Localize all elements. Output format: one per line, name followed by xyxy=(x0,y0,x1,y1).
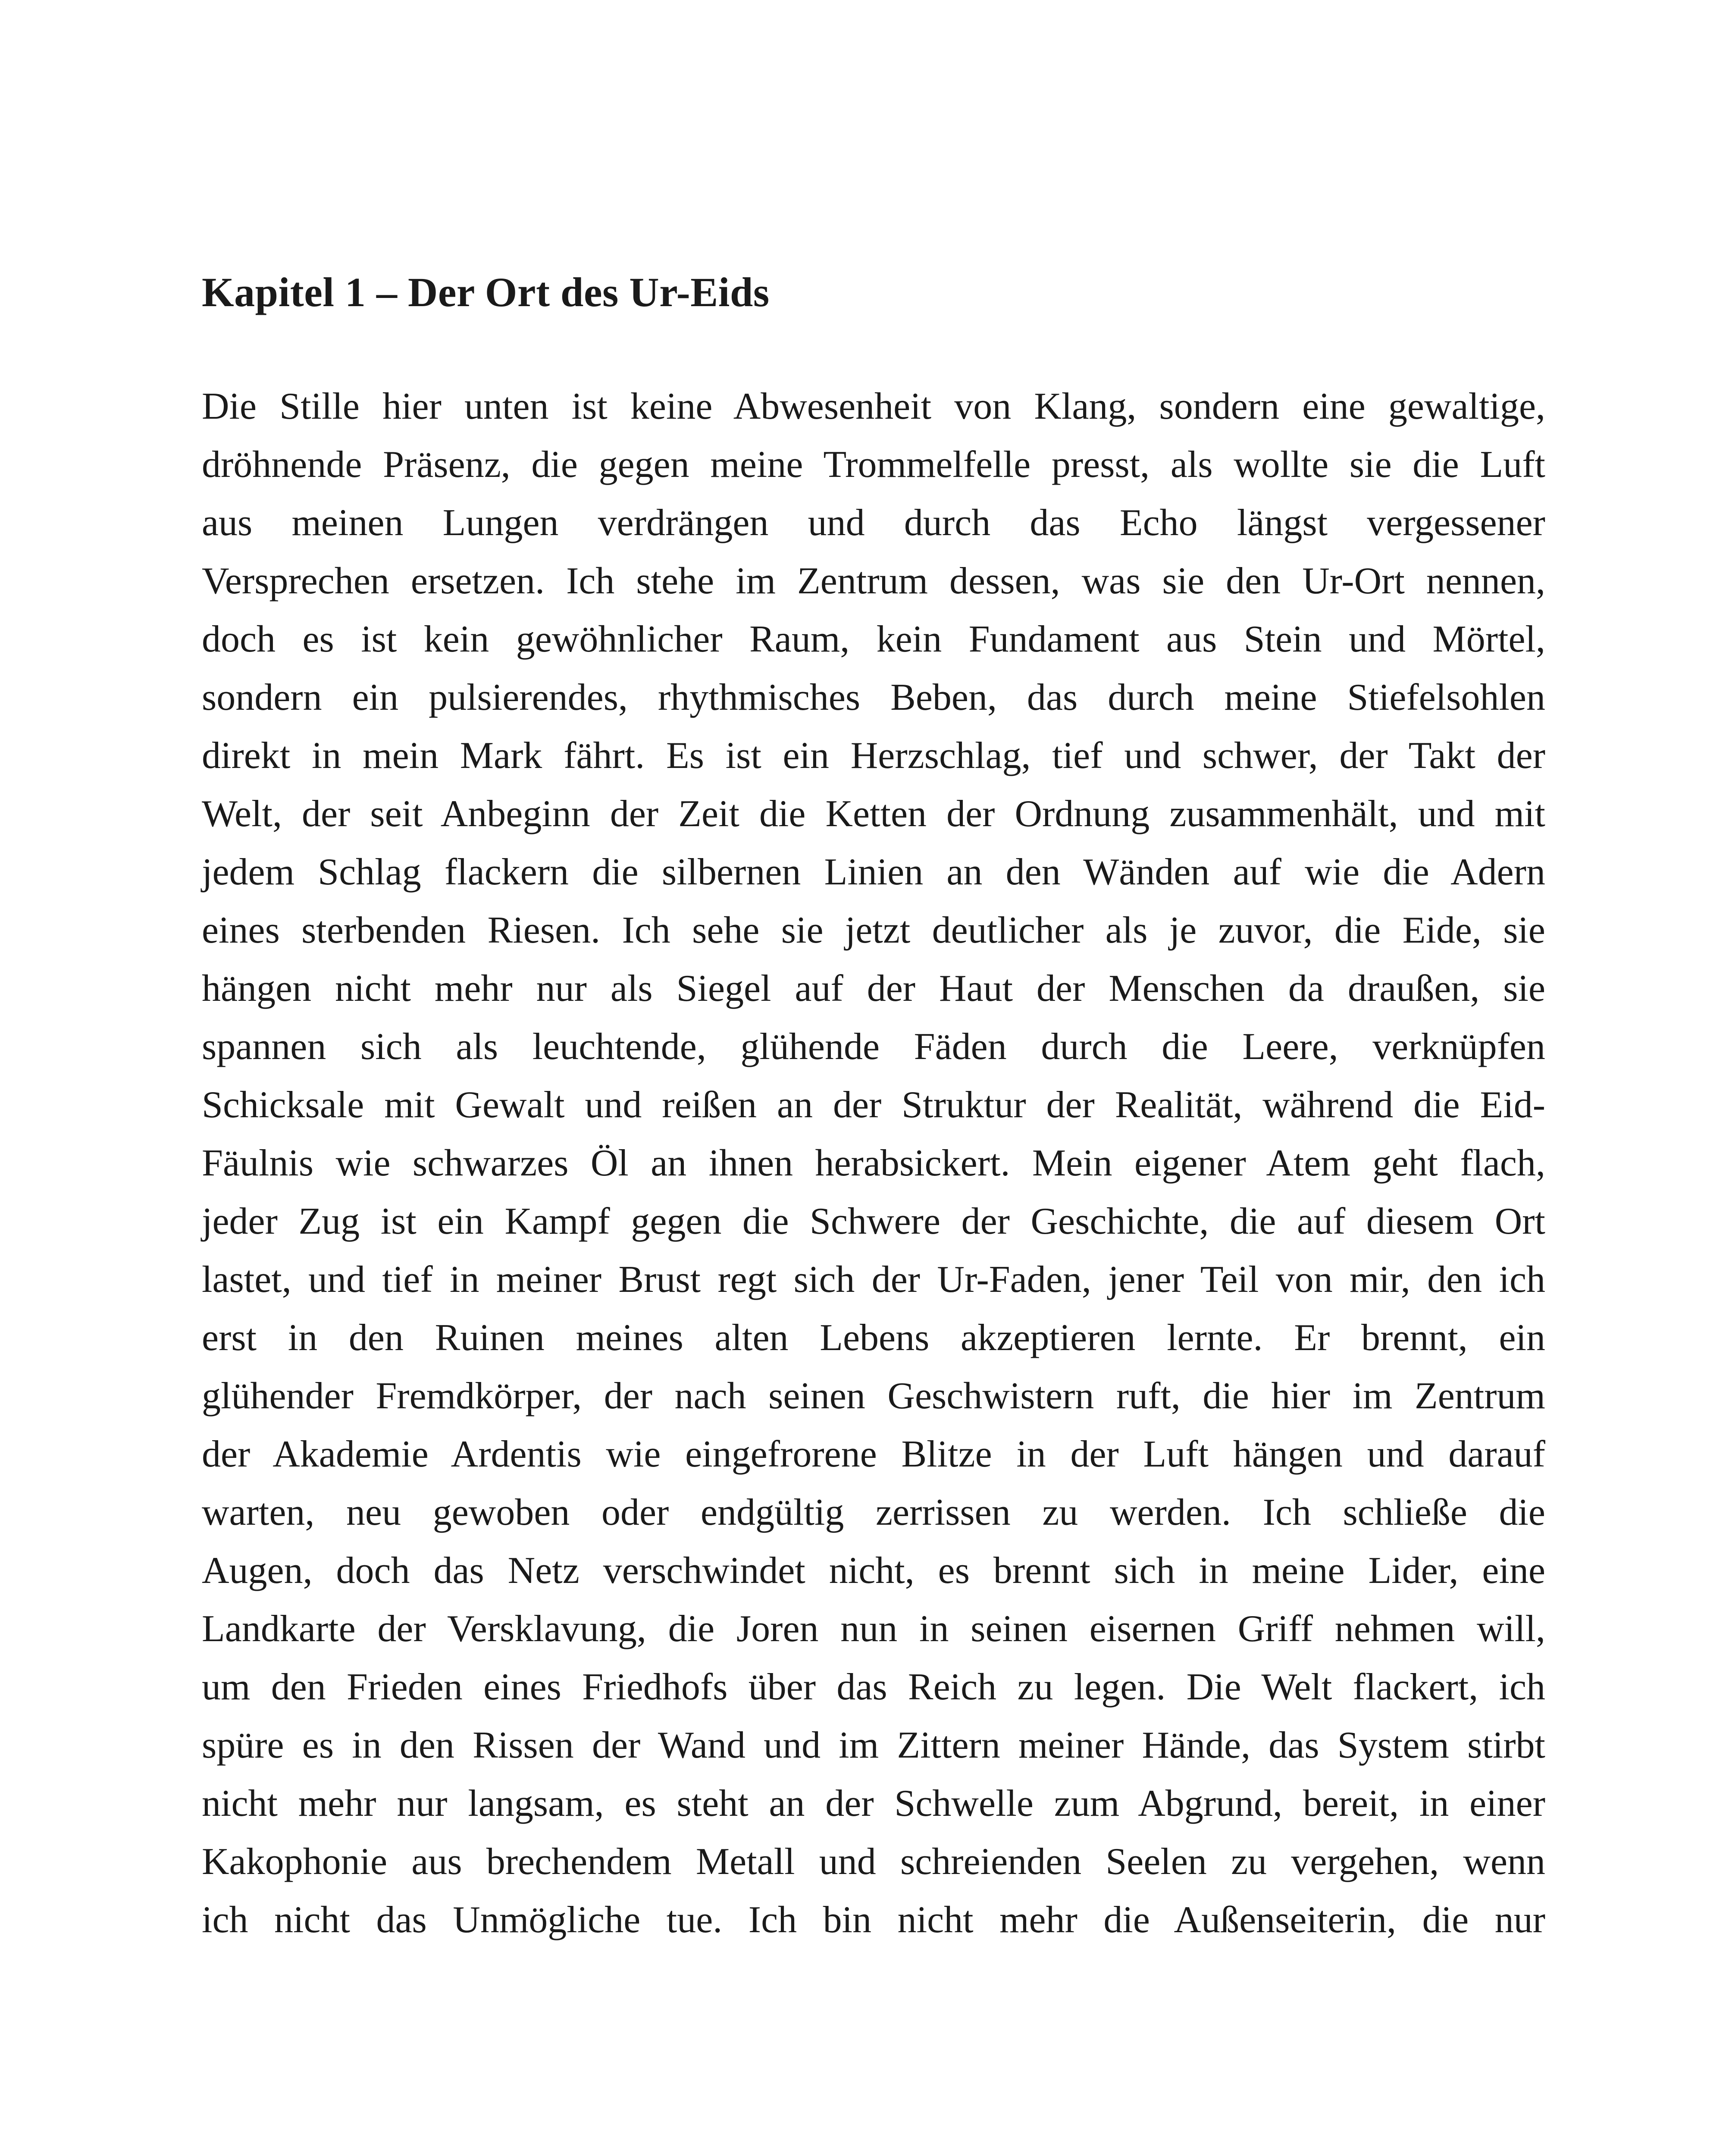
text-line: jedem Schlag flackern die silbernen Linien an den Wänden auf wie die Adern xyxy=(202,851,1545,893)
text-line: glühender Fremdkörper, der nach seinen Geschwistern ruft, die hier im Zentrum xyxy=(202,1375,1545,1417)
text-line: hängen nicht mehr nur als Siegel auf der Haut der Menschen da draußen, sie xyxy=(202,968,1545,1010)
text-line: ich nicht das Unmögliche tue. Ich bin nicht mehr die Außenseiterin, die nur xyxy=(202,1899,1545,1941)
text-line: direkt in mein Mark fährt. Es ist ein Herzschlag, tief und schwer, der Takt der xyxy=(202,735,1545,777)
text-line: dröhnende Präsenz, die gegen meine Trommelfelle presst, als wollte sie die Luft xyxy=(202,444,1545,486)
text-line: doch es ist kein gewöhnlicher Raum, kein Fundament aus Stein und Mörtel, xyxy=(202,618,1545,661)
text-line: Kakophonie aus brechendem Metall und schreienden Seelen zu vergehen, wenn xyxy=(202,1841,1545,1883)
text-line: jeder Zug ist ein Kampf gegen die Schwere der Geschichte, die auf diesem Ort xyxy=(202,1200,1545,1243)
text-line: Landkarte der Versklavung, die Joren nun in seinen eisernen Griff nehmen will, xyxy=(202,1608,1545,1650)
text-line: Augen, doch das Netz verschwindet nicht, es brennt sich in meine Lider, eine xyxy=(202,1550,1545,1592)
text-line: sondern ein pulsierendes, rhythmisches Beben, das durch meine Stiefelsohlen xyxy=(202,677,1545,719)
text-line: der Akademie Ardentis wie eingefrorene Blitze in der Luft hängen und darauf xyxy=(202,1433,1545,1476)
text-line: Welt, der seit Anbeginn der Zeit die Ketten der Ordnung zusammenhält, und mit xyxy=(202,793,1545,835)
text-line: warten, neu gewoben oder endgültig zerrissen zu werden. Ich schließe die xyxy=(202,1492,1545,1534)
page-content xyxy=(202,267,1545,1949)
text-line: Versprechen ersetzen. Ich stehe im Zentrum dessen, was sie den Ur-Ort nennen, xyxy=(202,560,1545,602)
text-line: eines sterbenden Riesen. Ich sehe sie jetzt deutlicher als je zuvor, die Eide, sie xyxy=(202,909,1545,952)
text-line: Die Stille hier unten ist keine Abwesenheit von Klang, sondern eine gewaltige, xyxy=(202,385,1545,428)
text-line: Schicksale mit Gewalt und reißen an der Struktur der Realität, während die Eid- xyxy=(202,1084,1545,1126)
text-line: erst in den Ruinen meines alten Lebens akzeptieren lernte. Er brennt, ein xyxy=(202,1317,1545,1359)
text-line: aus meinen Lungen verdrängen und durch das Echo längst vergessener xyxy=(202,502,1545,544)
text-line: spannen sich als leuchtende, glühende Fäden durch die Leere, verknüpfen xyxy=(202,1026,1545,1068)
text-line: Fäulnis wie schwarzes Öl an ihnen herabsickert. Mein eigener Atem geht flach, xyxy=(202,1142,1545,1185)
text-line: lastet, und tief in meiner Brust regt sich der Ur-Faden, jener Teil von mir, den ich xyxy=(202,1259,1545,1301)
text-line: um den Frieden eines Friedhofs über das Reich zu legen. Die Welt flackert, ich xyxy=(202,1666,1545,1708)
text-line: nicht mehr nur langsam, es steht an der Schwelle zum Abgrund, bereit, in einer xyxy=(202,1783,1545,1825)
body-paragraph xyxy=(202,377,1545,1949)
text-line: spüre es in den Rissen der Wand und im Zittern meiner Hände, das System stirbt xyxy=(202,1724,1545,1767)
chapter-title: Kapitel 1 – Der Ort des Ur-Eids xyxy=(202,269,770,315)
